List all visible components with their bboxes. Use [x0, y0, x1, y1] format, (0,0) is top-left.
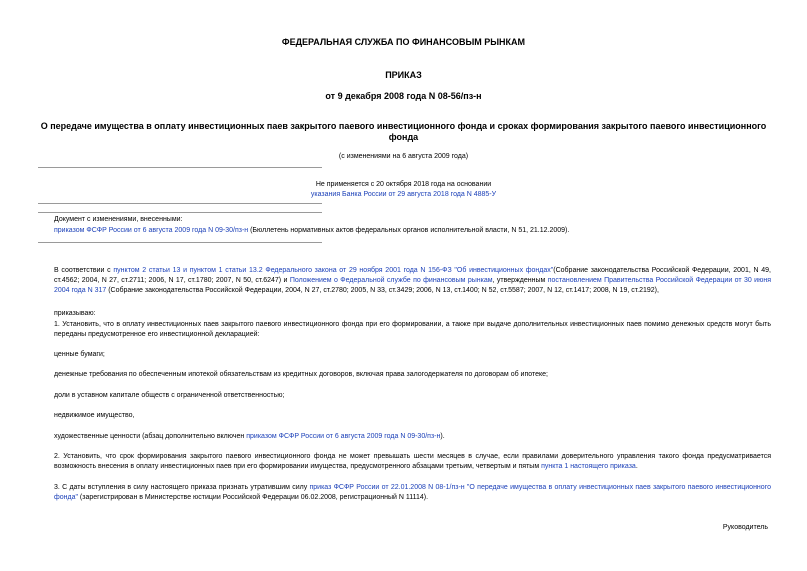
preamble: В соответствии с пунктом 2 статьи 13 и пунктом 1 статьи 13.2 Федерального закона от 29 ноября 2001 года N 156-ФЗ "Об инвестиционных фондах"(Собрание законодательства Российской Федерации, 2001, N 49, ст.4562; 2004, N 27, ст.2711; 2006, N 17, ст.1780; 2007, N 50, ст.6247) и Положением о Федеральной службе по финансовым рынкам, утвержденным постановлением Правительства Российской Федерации от 30 июня 2004 года N 317 (Собрание законодательства Российской Федерации, 2004, N 27, ст.2780; 2005, N 33, ст.3429; 2006, N 13, ст.1400; N 52, ст.5587; 2007, N 12, ст.1417; 2008, N 19, ст.2192),	[54, 267, 771, 294]
changes-link[interactable]: приказом ФСФР России от 6 августа 2009 года N 09-30/пз-н	[54, 227, 249, 234]
item1-link[interactable]: пункта 1 настоящего приказа	[541, 463, 636, 470]
status-link[interactable]: указания Банка России от 29 августа 2018 года N 4885-У	[310, 191, 497, 198]
order-word: приказываю:	[54, 310, 96, 317]
item-1: 1. Установить, что в оплату инвестиционных паев закрытого паевого инвестиционного фонда при его формировании, а также при выдаче дополнительных инвестиционных паев помимо денежных средств могут быть переданы предусмотренное его инвестиционной декларацией:	[54, 321, 771, 338]
changes-line	[54, 226, 774, 236]
agency-heading: ФЕДЕРАЛЬНАЯ СЛУЖБА ПО ФИНАНСОВЫМ РЫНКАМ	[281, 37, 526, 47]
list-item-art: художественные ценности (абзац дополнительно включен приказом ФСФР России от 6 августа 2009 года N 09-30/пз-н).	[54, 433, 445, 440]
status-notice	[300, 180, 507, 200]
list-item-mortgage: денежные требования по обеспеченным ипотекой обязательствам из кредитных договоров, включая права залогодержателя по договорам об ипотеке;	[54, 371, 548, 378]
repealed-order-link[interactable]: приказ ФСФР России от 22.01.2008 N 08-1/пз-н "О передаче имущества в оплату инвестиционных паев закрытого паевого инвестиционного фонда"	[54, 484, 771, 501]
status-line: Не применяется с 20 октября 2018 года на основании	[315, 181, 492, 188]
divider-2	[38, 203, 322, 204]
divider-1	[38, 167, 322, 168]
law-link[interactable]: пунктом 2 статьи 13 и пунктом 1 статьи 13.2 Федерального закона от 29 ноября 2001 года N 156-ФЗ "Об инвестиционных фондах"	[113, 267, 554, 274]
regulation-link[interactable]: Положением о Федеральной службе по финансовым рынкам	[289, 277, 493, 284]
art-amendment-link[interactable]: приказом ФСФР России от 6 августа 2009 года N 09-30/пз-н	[246, 433, 441, 440]
divider-3	[38, 212, 322, 213]
divider-4	[38, 242, 322, 243]
amendment-note: (с изменениями на 6 августа 2009 года)	[338, 153, 469, 160]
item-2: 2. Установить, что срок формирования закрытого паевого инвестиционного фонда не может превышать шести месяцев в случае, если правилами доверительного управления такого фонда предусматривается возможность внесения в оплату инвестиционных паев при его формировании имущества, предусмотренного абзацами третьим, четвертым и пятым пункта 1 настоящего приказа.	[54, 453, 771, 470]
document-title: О передаче имущества в оплату инвестиционных паев закрытого паевого инвестиционного фонда и сроках формирования закрытого паевого инвестиционного фонда	[40, 121, 767, 142]
list-item-shares: доли в уставном капитале обществ с ограниченной ответственностью;	[54, 392, 285, 399]
date-number-heading: от 9 декабря 2008 года N 08-56/пз-н	[325, 91, 482, 101]
signature: Руководитель	[722, 524, 768, 531]
item-3: 3. С даты вступления в силу настоящего приказа признать утратившим силу приказ ФСФР России от 22.01.2008 N 08-1/пз-н "О передаче имущества в оплату инвестиционных паев закрытого паевого инвестиционного фонда" (зарегистрирован в Министерстве юстиции Российской Федерации 06.02.2008, регистрационный N 11114).	[54, 484, 771, 501]
list-item-securities: ценные бумаги;	[54, 351, 105, 358]
changes-source: (Бюллетень нормативных актов федеральных органов исполнительной власти, N 51, 21.12.2009).	[248, 227, 570, 234]
list-item-realty: недвижимое имущество,	[54, 412, 135, 419]
resolution-link[interactable]: постановлением Правительства Российской Федерации от 30 июня 2004 года N 317	[54, 277, 771, 294]
changes-label: Документ с изменениями, внесенными:	[54, 216, 183, 223]
doc-type-heading: ПРИКАЗ	[385, 70, 422, 80]
